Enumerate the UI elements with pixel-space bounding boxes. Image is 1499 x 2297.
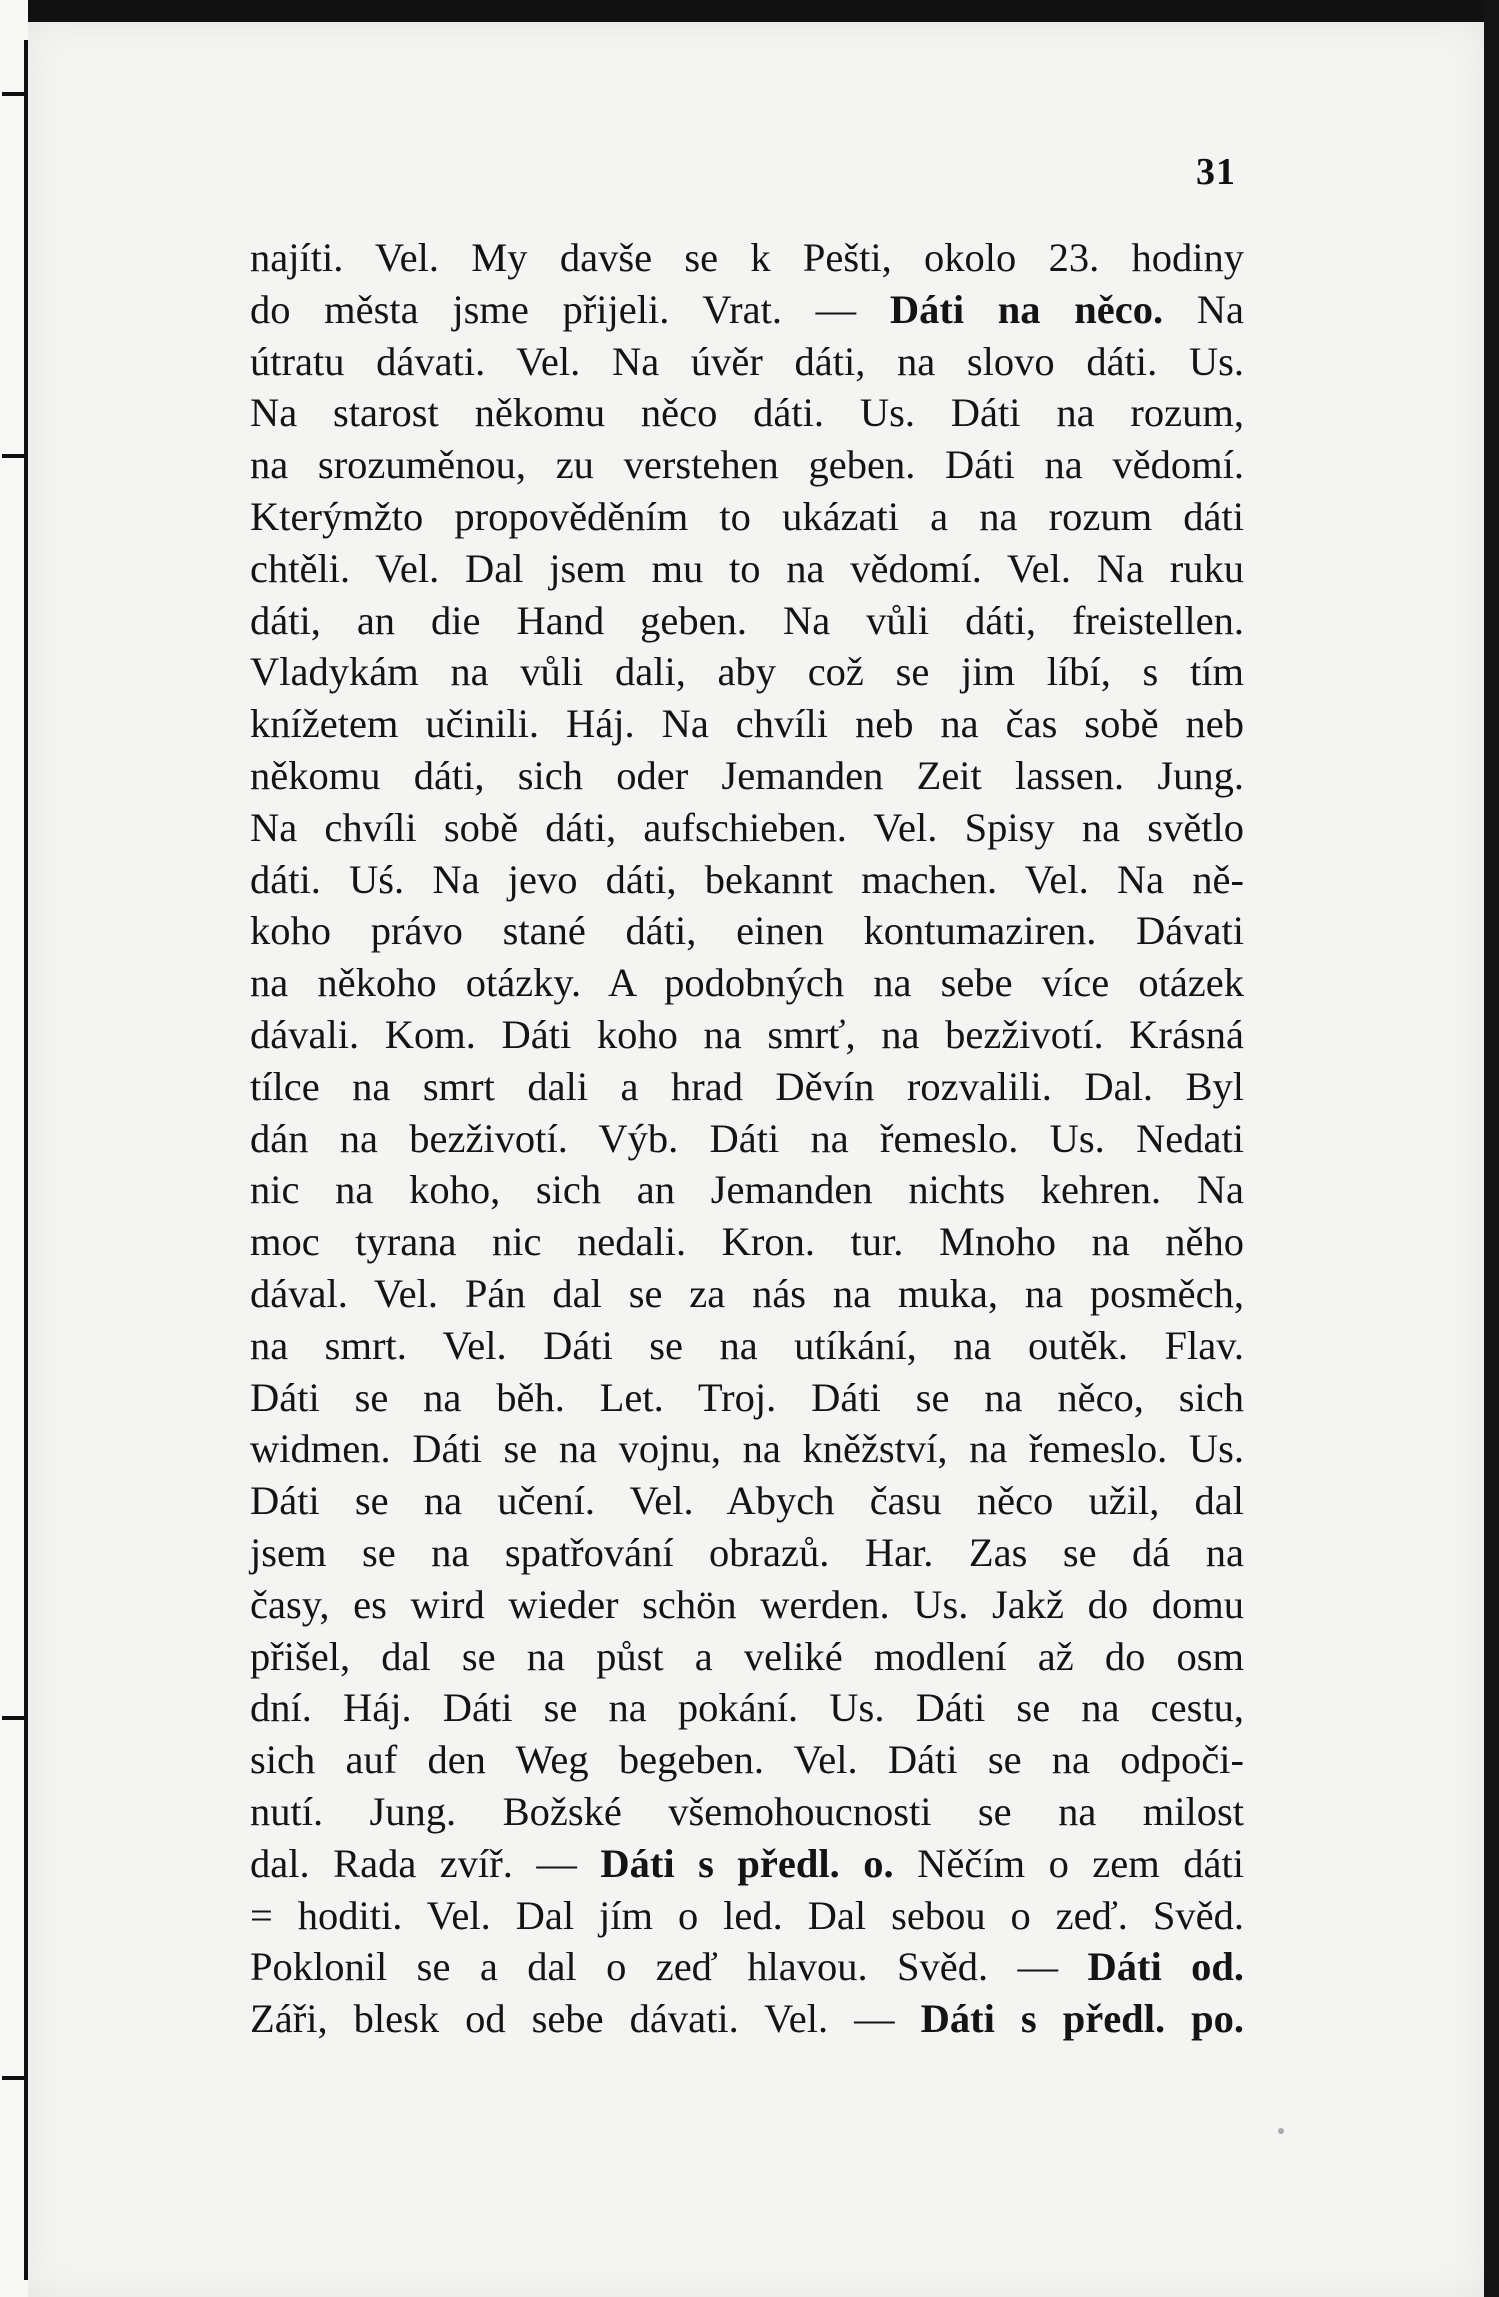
text-line: Vladykám na vůli dali, aby což se jim líbí, s tím	[250, 649, 1244, 695]
text-line-with-bold	[250, 1993, 1244, 2045]
text-line: na srozuměnou, zu verstehen geben. Dáti na vědomí.	[250, 442, 1244, 488]
text-line: dáti, an die Hand geben. Na vůli dáti, freistellen.	[250, 597, 1244, 643]
text-line: knížetem učinili. Háj. Na chvíli neb na čas sobě neb	[250, 701, 1244, 747]
text-line: na smrt. Vel. Dáti se na utíkání, na outěk. Flav.	[250, 1322, 1244, 1368]
scan-right-border	[1484, 0, 1499, 2297]
text-segment: Poklonil se a dal o zeď hlavou. Svěd. —	[250, 1944, 1088, 1990]
bold-heading: Dáti od.	[1087, 1944, 1244, 1990]
text-line: tílce na smrt dali a hrad Děvín rozvalili. Dal. Byl	[250, 1063, 1244, 1109]
page-body-text	[250, 232, 1244, 2045]
text-line: koho právo stané dáti, einen kontumaziren. Dávati	[250, 908, 1244, 954]
text-line: sich auf den Weg begeben. Vel. Dáti se na odpoči-	[250, 1737, 1244, 1783]
bold-heading: Dáti s předl. po.	[920, 1996, 1244, 2042]
text-line: widmen. Dáti se na vojnu, na kněžství, na řemeslo. Us.	[250, 1426, 1244, 1472]
text-line: = hoditi. Vel. Dal jím o led. Dal sebou o zeď. Svěd.	[250, 1892, 1244, 1938]
text-line: dní. Háj. Dáti se na pokání. Us. Dáti se na cestu,	[250, 1685, 1244, 1731]
text-line: přišel, dal se na půst a veliké modlení až do osm	[250, 1633, 1244, 1679]
text-segment: dal. Rada zvíř. —	[250, 1840, 601, 1886]
text-line: najíti. Vel. My davše se k Pešti, okolo 23. hodiny	[250, 235, 1244, 280]
paper-speck	[1278, 2128, 1284, 2134]
text-line: jsem se na spatřování obrazů. Har. Zas se dá na	[250, 1529, 1244, 1575]
text-line: někomu dáti, sich oder Jemanden Zeit lassen. Jung.	[250, 752, 1244, 798]
text-line: nic na koho, sich an Jemanden nichts kehren. Na	[250, 1167, 1244, 1213]
text-segment: Na	[1163, 286, 1244, 332]
text-segment: do města jsme přijeli. Vrat. —	[250, 286, 890, 332]
text-line: útratu dávati. Vel. Na úvěr dáti, na slovo dáti. Us.	[250, 338, 1244, 384]
text-line: na někoho otázky. A podobných na sebe více otázek	[250, 960, 1244, 1006]
text-line-with-bold	[250, 284, 1244, 336]
text-line: Dáti se na učení. Vel. Abych času něco užil, dal	[250, 1478, 1244, 1524]
text-line: dáti. Uś. Na jevo dáti, bekannt machen. Vel. Na ně-	[250, 856, 1244, 902]
bold-heading: Dáti s předl. o.	[600, 1840, 894, 1886]
text-line: Na chvíli sobě dáti, aufschieben. Vel. Spisy na světlo	[250, 804, 1244, 850]
text-line: dán na bezživotí. Výb. Dáti na řemeslo. Us. Nedati	[250, 1115, 1244, 1161]
text-line: Dáti se na běh. Let. Troj. Dáti se na něco, sich	[250, 1374, 1244, 1420]
text-line-with-bold	[250, 1838, 1244, 1890]
text-line: chtěli. Vel. Dal jsem mu to na vědomí. Vel. Na ruku	[250, 545, 1244, 591]
text-line: dával. Vel. Pán dal se za nás na muka, na posměch,	[250, 1270, 1244, 1316]
text-line-with-bold	[250, 1941, 1244, 1993]
text-line: nutí. Jung. Božské všemohoucnosti se na milost	[250, 1788, 1244, 1834]
bold-heading: Dáti na něco.	[889, 286, 1164, 332]
text-line: Na starost někomu něco dáti. Us. Dáti na rozum,	[250, 390, 1244, 436]
text-line: dávali. Kom. Dáti koho na smrť, na bezživotí. Krásná	[250, 1011, 1244, 1057]
text-segment: Záři, blesk od sebe dávati. Vel. —	[250, 1996, 921, 2042]
text-line: časy, es wird wieder schön werden. Us. Jakž do domu	[250, 1581, 1244, 1627]
page-number: 31	[1196, 151, 1236, 193]
text-segment: Něčím o zem dáti	[893, 1840, 1244, 1886]
text-line: moc tyrana nic nedali. Kron. tur. Mnoho na něho	[250, 1219, 1244, 1265]
text-line: Kterýmžto propověděním to ukázati a na rozum dáti	[250, 493, 1244, 539]
